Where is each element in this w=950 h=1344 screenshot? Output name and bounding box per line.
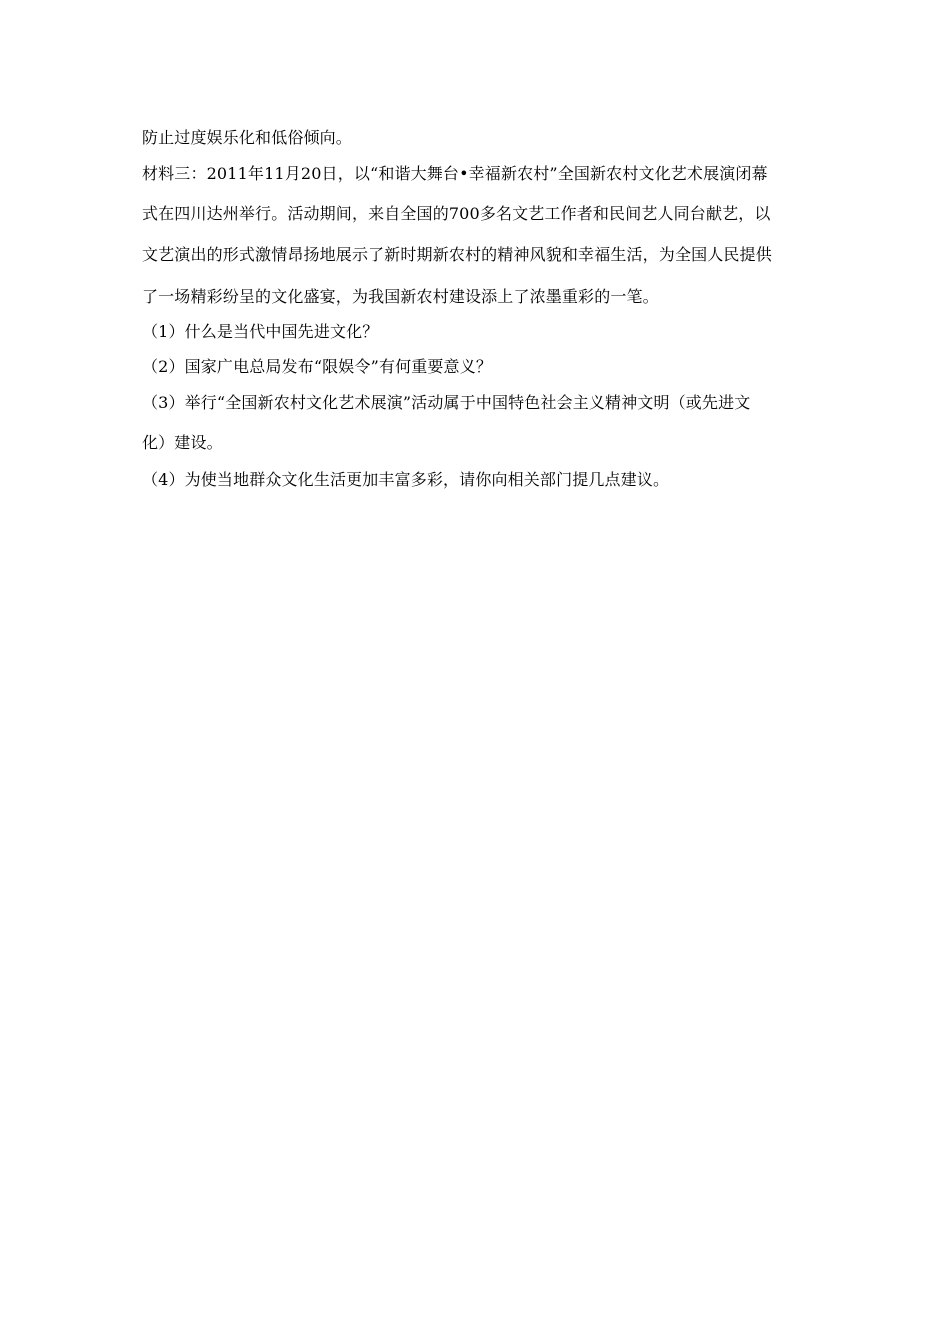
question-4: （4）为使当地群众文化生活更加丰富多彩，请你向相关部门提几点建议。: [142, 470, 670, 489]
material-three-line-2: 式在四川达州举行。活动期间，来自全国的700多名文艺工作者和民间艺人同台献艺，以: [142, 204, 771, 223]
question-3-line-1: （3）举行“全国新农村文化艺术展演”活动属于中国特色社会主义精神文明（或先进文: [142, 393, 751, 412]
question-3-line-2: 化）建设。: [142, 433, 223, 452]
material-three-line-3: 文艺演出的形式激情昂扬地展示了新时期新农村的精神风貌和幸福生活，为全国人民提供: [142, 245, 772, 264]
material-three-line-4: 了一场精彩纷呈的文化盛宴，为我国新农村建设添上了浓墨重彩的一笔。: [142, 287, 659, 306]
material-three-line-1: 材料三：2011年11月20日，以“和谐大舞台•幸福新农村”全国新农村文化艺术展演闭幕: [142, 164, 768, 183]
question-1: （1）什么是当代中国先进文化？: [142, 322, 379, 341]
text-line-continuation: 防止过度娱乐化和低俗倾向。: [142, 128, 352, 147]
question-2: （2）国家广电总局发布“限娱令”有何重要意义？: [142, 357, 492, 376]
